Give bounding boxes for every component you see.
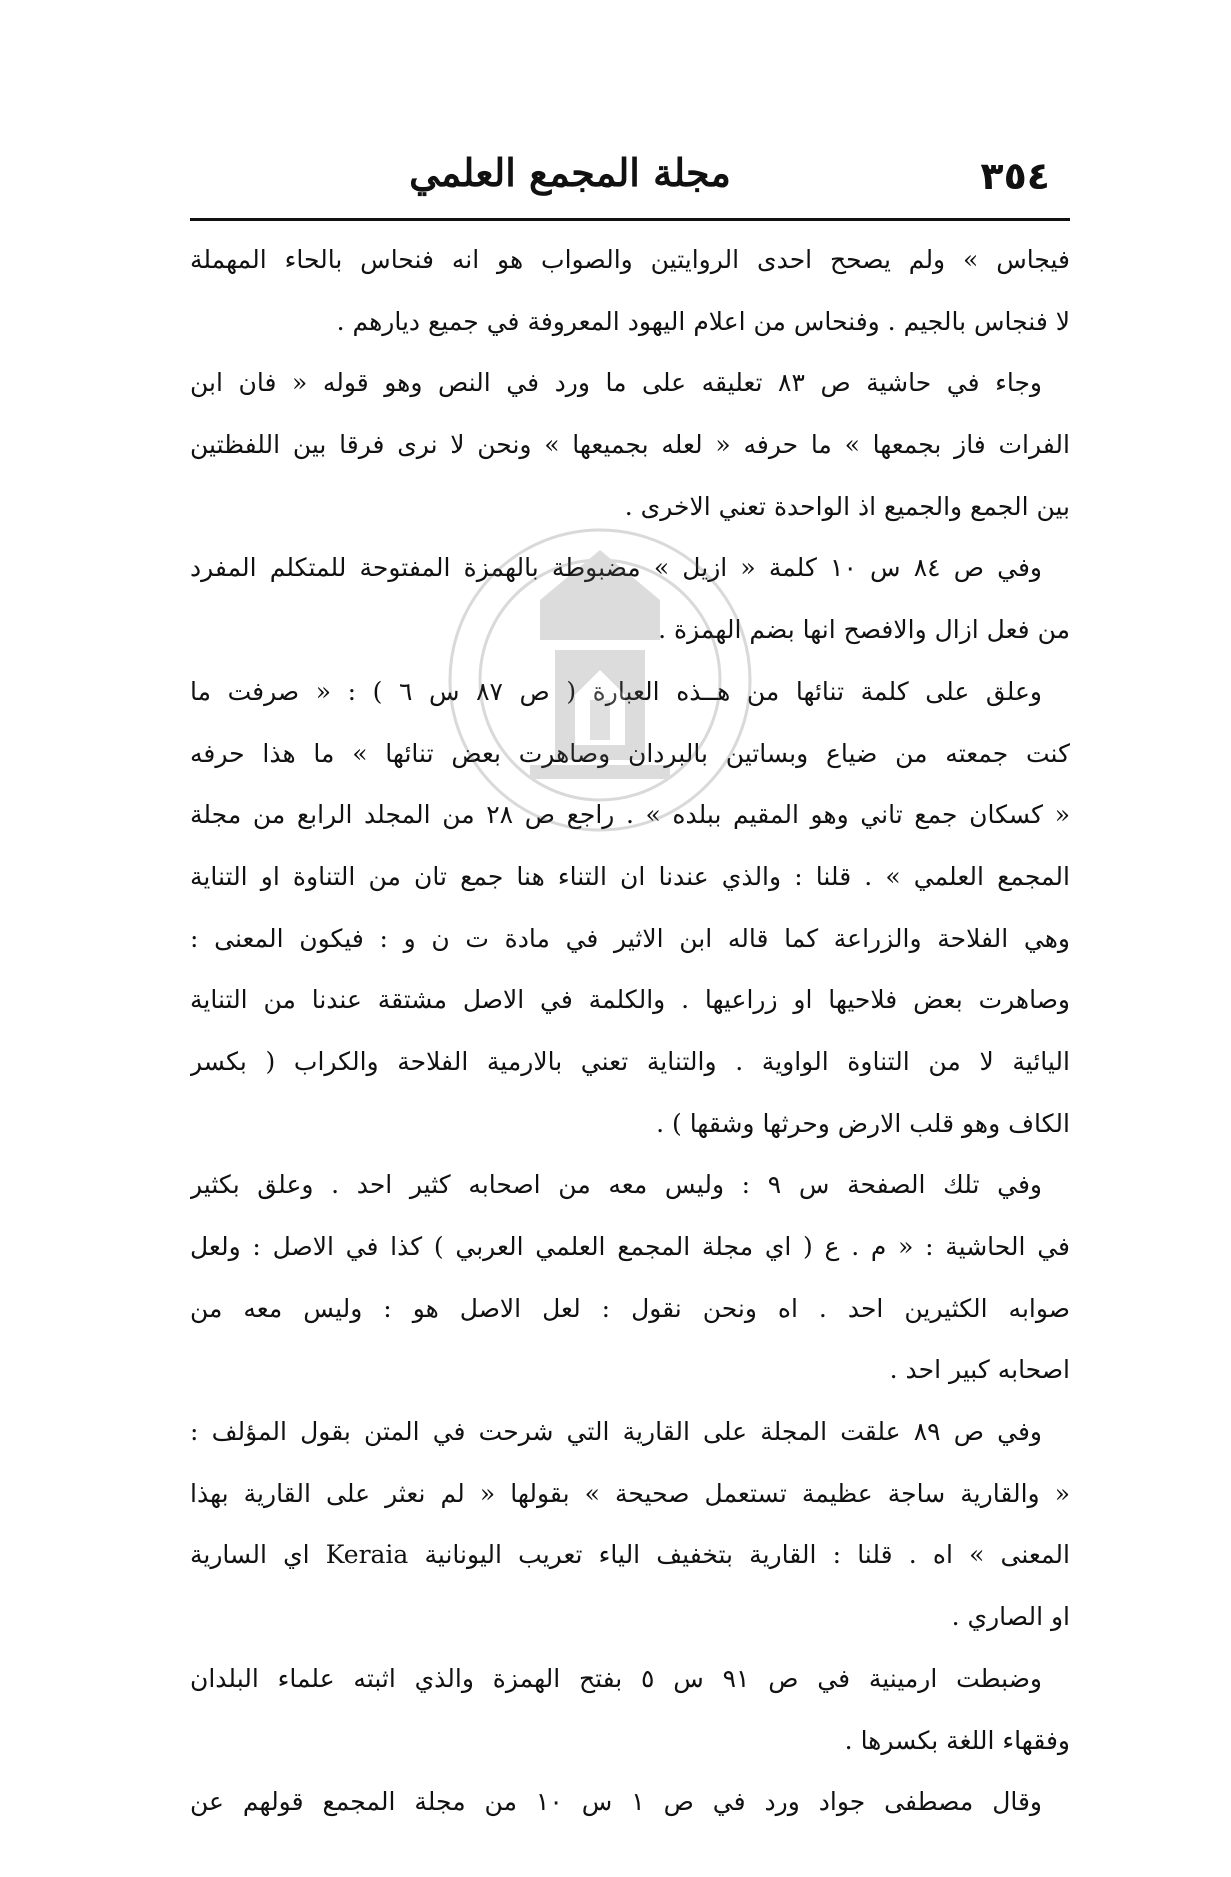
text-line: « والقارية ساجة عظيمة تستعمل صحيحة » بقولها « لم نعثر على القارية بهذا — [190, 1478, 1070, 1508]
header-rule — [190, 218, 1070, 221]
page — [190, 150, 1070, 1850]
running-title: مجلة المجمع العلمي — [409, 150, 731, 195]
text-line: وفي ص ٨٩ علقت المجلة على القارية التي شرحت في المتن بقول المؤلف : — [190, 1417, 1042, 1447]
text-line: في الحاشية : « م . ع ( اي مجلة المجمع العلمي العربي ) كذا في الاصل : ولعل — [190, 1232, 1070, 1261]
text-line: فيجاس » ولم يصحح احدى الروايتين والصواب هو انه فنحاس بالحاء المهملة — [190, 245, 1070, 274]
text-line: وفقهاء اللغة بكسرها . — [844, 1725, 1070, 1755]
text-line: وضبطت ارمينية في ص ٩١ س ٥ بفتح الهمزة والذي اثبته علماء البلدان — [190, 1663, 1042, 1693]
text-line: الكاف وهو قلب الارض وحرثها وشقها ) . — [656, 1108, 1070, 1138]
text-line: وقال مصطفى جواد ورد في ص ١ س ١٠ من مجلة المجمع قولهم عن — [190, 1787, 1042, 1817]
text-line: من فعل ازال والافصح انها بضم الهمزة . — [658, 615, 1070, 645]
text-line: لا فنجاس بالجيم . وفنحاس من اعلام اليهود المعروفة في جميع ديارهم . — [336, 306, 1070, 336]
text-line: الفرات فاز بجمعها » ما حرفه « لعله بجميعها » ونحن لا نرى فرقا بين اللفظتين — [190, 430, 1070, 460]
text-line: وعلق على كلمة تنائها من هــذه العبارة ( ص ٨٧ س ٦ ) : « صرفت ما — [190, 676, 1042, 706]
text-line: كنت جمعته من ضياع وبساتين بالبردان وصاهرت بعض تنائها » ما هذا حرفه — [190, 738, 1070, 768]
text-line: بين الجمع والجميع اذ الواحدة تعني الاخرى . — [624, 491, 1070, 521]
running-header — [190, 150, 1070, 214]
text-line: وفي ص ٨٤ س ١٠ كلمة « ازيل » مضبوطة بالهمزة المفتوحة للمتكلم المفرد — [190, 553, 1042, 583]
text-line: اصحابه كبير احد . — [889, 1355, 1070, 1385]
text-line: « كسكان جمع تاني وهو المقيم ببلده » . راجع ص ٢٨ من المجلد الرابع من مجلة — [190, 800, 1070, 830]
text-line: وهي الفلاحة والزراعة كما قاله ابن الاثير في مادة ت ن و : فيكون المعنى : — [190, 923, 1070, 953]
text-line: المجمع العلمي » . قلنا : والذي عندنا ان التناء هنا جمع تان من التناوة او التناية — [190, 861, 1070, 891]
text-line: اليائية لا من التناوة الواوية . والتناية تعني بالارمية الفلاحة والكراب ( بكسر — [190, 1046, 1070, 1076]
text-line: المعنى » اه . قلنا : القارية بتخفيف الياء تعريب اليونانية Keraia اي السارية — [190, 1540, 1070, 1570]
text-line: وجاء في حاشية ص ٨٣ تعليقه على ما ورد في النص وهو قوله « فان ابن — [190, 368, 1043, 398]
body-text — [190, 229, 1070, 1833]
text-line: صوابه الكثيرين احد . اه ونحن نقول : لعل الاصل هو : وليس معه من — [190, 1293, 1070, 1323]
text-line: وفي تلك الصفحة س ٩ : وليس معه من اصحابه كثير احد . وعلق بكثير — [190, 1170, 1042, 1200]
text-line: وصاهرت بعض فلاحيها او زراعيها . والكلمة في الاصل مشتقة عندنا من التناية — [190, 985, 1070, 1015]
text-line: او الصاري . — [951, 1602, 1070, 1632]
page-number: ٣٥٤ — [980, 154, 1050, 198]
